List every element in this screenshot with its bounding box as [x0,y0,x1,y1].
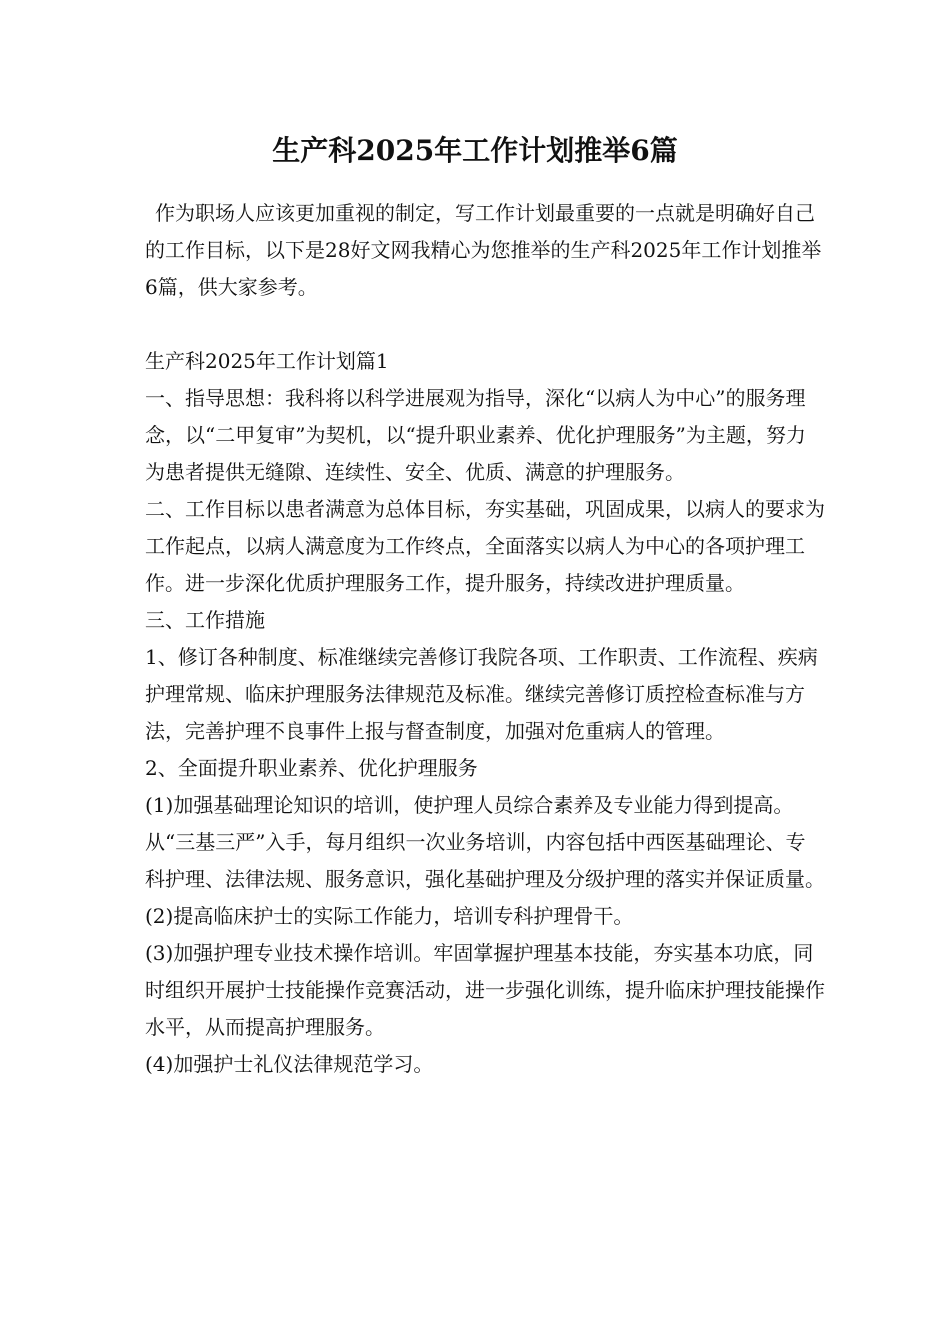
paragraph: 2、全面提升职业素养、优化护理服务 [145,756,478,780]
paragraph: (4)加强护士礼仪法律规范学习。 [145,1052,434,1076]
paragraph: 三、工作措施 [145,608,265,632]
paragraph: 1、修订各种制度、标准继续完善修订我院各项、工作职责、工作流程、疾病护理常规、临床护理服务法律规范及标准。继续完善修订质控检查标准与方法，完善护理不良事件上报与督查制度，加强对危重病人的管理。 [145,645,818,743]
document-title: 生产科2025年工作计划推举6篇 [272,134,678,167]
document-body [145,195,825,1083]
paragraph: 二、工作目标以患者满意为总体目标，夯实基础，巩固成果，以病人的要求为工作起点，以病人满意度为工作终点，全面落实以病人为中心的各项护理工作。进一步深化优质护理服务工作，提升服务，持续改进护理质量。 [145,497,825,595]
paragraph: (3)加强护理专业技术操作培训。牢固掌握护理基本技能，夯实基本功底，同时组织开展护士技能操作竞赛活动，进一步强化训练，提升临床护理技能操作水平，从而提高护理服务。 [145,941,825,1039]
paragraph: 一、指导思想：我科将以科学进展观为指导，深化“以病人为中心”的服务理念，以“二甲复审”为契机，以“提升职业素养、优化护理服务”为主题，努力为患者提供无缝隙、连续性、安全、优质、满意的护理服务。 [145,386,806,484]
section-heading: 生产科2025年工作计划篇1 [145,349,389,373]
paragraph: (1)加强基础理论知识的培训，使护理人员综合素养及专业能力得到提高。从“三基三严”入手，每月组织一次业务培训，内容包括中西医基础理论、专科护理、法律法规、服务意识，强化基础护理及分级护理的落实并保证质量。 [145,793,825,891]
intro-paragraph: 作为职场人应该更加重视的制定，写工作计划最重要的一点就是明确好自己的工作目标，以下是28好文网我精心为您推举的生产科2025年工作计划推举6篇，供大家参考。 [145,201,822,299]
paragraph: (2)提高临床护士的实际工作能力，培训专科护理骨干。 [145,904,634,928]
